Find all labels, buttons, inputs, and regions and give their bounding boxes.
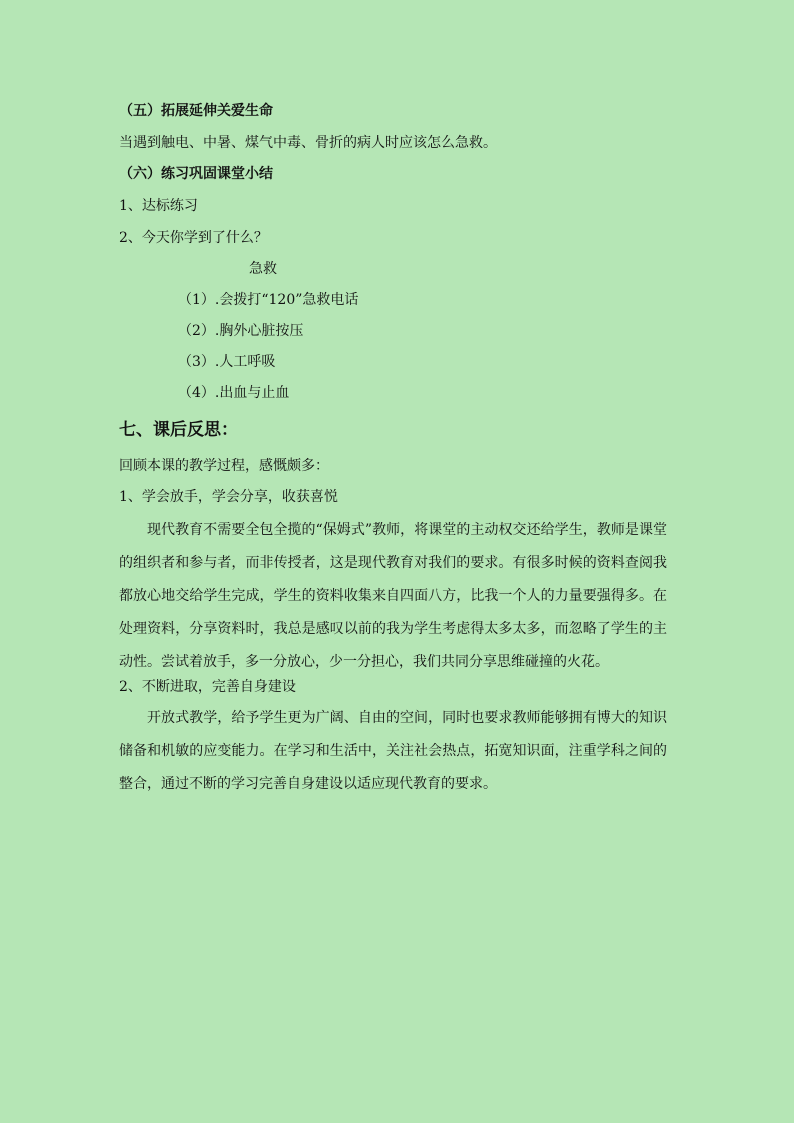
summary-item-2: （2）.胸外心脏按压 (178, 323, 304, 339)
reflection-point1-title: 1、学会放手，学会分享，收获喜悦 (119, 489, 338, 505)
section6-item2: 2、今天你学到了什么？ (119, 230, 268, 246)
section6-heading: （六）练习巩固课堂小结 (119, 166, 273, 182)
summary-title: 急救 (249, 261, 277, 277)
section6-item1: 1、达标练习 (119, 198, 198, 214)
reflection-heading: 七、课后反思： (119, 420, 238, 440)
reflection-point1-text: 现代教育不需要全包全揽的“保姆式”教师，将课堂的主动权交还给学生，教师是课堂的组织者和参与者，而非传授者，这是现代教育对我们的要求。有很多时候的资料查阅我都放心地交给学生完成，学生的资料收集来自四面八方，比我一个人的力量要强得多。在处理资料，分享资料时，我总是感叹以前的我为学生考虑得太多太多，而忽略了学生的主动性。尝试着放手，多一分放心，少一分担心，我们共同分享思维碰撞的火花。 (119, 522, 667, 670)
reflection-point2-text: 开放式教学，给予学生更为广阔、自由的空间，同时也要求教师能够拥有博大的知识储备和机敏的应变能力。在学习和生活中，关注社会热点，拓宽知识面，注重学科之间的整合，通过不断的学习完善自身建设以适应现代教育的要求。 (119, 710, 667, 792)
summary-item-4: （4）.出血与止血 (178, 385, 290, 401)
summary-item-3: （3）.人工呼吸 (178, 354, 276, 370)
section5-text: 当遇到触电、中暑、煤气中毒、骨折的病人时应该怎么急救。 (119, 135, 497, 151)
summary-item-1: （1）.会拨打“120”急救电话 (178, 292, 359, 308)
reflection-point2-title: 2、不断进取，完善自身建设 (119, 679, 296, 695)
reflection-intro: 回顾本课的教学过程，感慨颇多： (119, 458, 329, 474)
section5-heading: （五）拓展延伸关爱生命 (119, 103, 273, 119)
